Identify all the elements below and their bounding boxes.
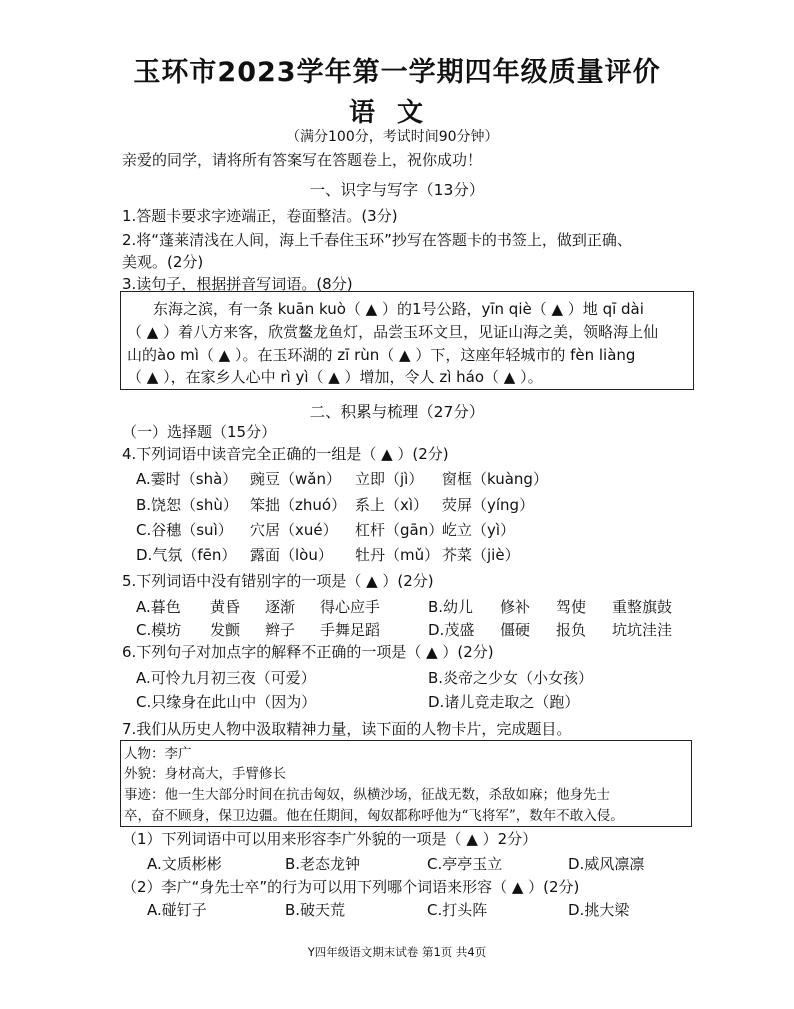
q7-sub1-option: C.亭亭玉立 — [427, 855, 503, 873]
q5-option: 报负 — [556, 621, 587, 639]
q7-sub1-option: A.文质彬彬 — [147, 855, 222, 873]
q4-option: 立即（jì） — [355, 470, 424, 488]
q5-option: 发颤 — [210, 621, 241, 639]
q5-option: 修补 — [500, 598, 531, 616]
q5-option: 手舞足蹈 — [320, 621, 381, 639]
question-7-sub2: （2）李广“身先士卒”的行为可以用下列哪个词语来形容（ ▲ ）(2分) — [122, 878, 580, 896]
q6-option: C.只缘身在此山中（因为） — [136, 693, 317, 711]
card-line: 外貌：身材高大，手臂修长 — [124, 766, 286, 782]
q4-option: 牡丹（mǔ） — [355, 546, 440, 564]
q5-option: D.茂盛 — [428, 621, 475, 639]
card-line: 事迹：他一生大部分时间在抗击匈奴，纵横沙场，征战无数，杀敌如麻；他身先士 — [124, 787, 610, 803]
question-7: 7.我们从历史人物中汲取精神力量，读下面的人物卡片，完成题目。 — [122, 720, 572, 738]
q4-option: 杠杆（gān） — [355, 521, 444, 539]
q4-option: 笨拙（zhuó） — [250, 496, 347, 514]
question-2-line2: 美观。(2分) — [122, 253, 204, 271]
passage-line: 东海之滨，有一条 kuān kuò（ ▲ ）的1号公路，yīn qiè（ ▲ ）地 qī dài — [153, 300, 644, 318]
q5-option: A.暮色 — [136, 598, 181, 616]
q4-option: 露面（lòu） — [250, 546, 333, 564]
q4-option: 荧屏（yíng） — [442, 496, 535, 514]
q5-option: C.模坊 — [136, 621, 182, 639]
page-footer: Y四年级语文期末试卷 第1页 共4页 — [307, 945, 487, 959]
q5-option: 僵硬 — [500, 621, 531, 639]
exam-title: 玉环市2023学年第一学期四年级质量评价 — [133, 57, 661, 88]
q4-option: 豌豆（wǎn） — [250, 470, 341, 488]
question-7-sub1: （1）下列词语中可以用来形容李广外貌的一项是（ ▲ ）2分） — [122, 830, 538, 848]
q5-option: 坑坑洼洼 — [612, 621, 673, 639]
pinyin-passage-box — [120, 291, 694, 390]
passage-line: 山的ào mì（ ▲ ）。在玉环湖的 zī rùn（ ▲ ）下，这座年轻城市的 fèn liàng — [127, 346, 636, 364]
passage-line: （ ▲ ），在家乡人心中 rì yì（ ▲ ）增加，令人 zì háo（ ▲ ）。 — [127, 368, 543, 386]
q7-sub1-option: B.老态龙钟 — [285, 855, 361, 873]
question-4: 4.下列词语中读音完全正确的一组是（ ▲ ）(2分) — [122, 445, 449, 463]
card-line: 卒，奋不顾身，保卫边疆。他在任期间，匈奴都称呼他为“飞将军”，数年不敢入侵。 — [124, 808, 624, 824]
greeting: 亲爱的同学，请将所有答案写在答题卷上，祝你成功！ — [122, 151, 483, 169]
q4-option: 窗框（kuàng） — [442, 470, 548, 488]
person-card — [120, 740, 692, 827]
q6-option: D.诸儿竞走取之（跑） — [428, 693, 580, 711]
q7-sub2-option: B.破天荒 — [285, 901, 346, 919]
q5-option: 辫子 — [265, 621, 296, 639]
q4-option: 穴居（xué） — [250, 521, 338, 539]
q5-option: 黄昏 — [210, 598, 241, 616]
q4-option: A.霎时（shà） — [136, 470, 238, 488]
q4-option: 芥菜（jiè） — [442, 546, 520, 564]
q7-sub2-option: C.打头阵 — [427, 901, 488, 919]
q6-option: B.炎帝之少女（小女孩） — [428, 669, 594, 687]
q5-option: 驾使 — [556, 598, 587, 616]
q6-option: A.可怜九月初三夜（可爱） — [136, 669, 316, 687]
subject-title: 语文 — [348, 98, 445, 128]
q7-sub2-option: A.碰钉子 — [147, 901, 207, 919]
card-line: 人物：李广 — [124, 746, 192, 762]
section1-heading: 一、识字与写字（13分） — [309, 181, 485, 199]
q7-sub2-option: D.挑大梁 — [568, 901, 630, 919]
q4-option: 系上（xì） — [355, 496, 429, 514]
question-5: 5.下列词语中没有错别字的一项是（ ▲ ）(2分) — [122, 572, 434, 590]
q4-option: D.气氛（fēn） — [136, 546, 237, 564]
question-1: 1.答题卡要求字迹端正，卷面整洁。(3分) — [122, 207, 398, 225]
q5-option: 逐渐 — [265, 598, 296, 616]
subsection-heading: （一）选择题（15分） — [122, 423, 277, 441]
passage-line: （ ▲ ）着八方来客，欣赏鳌龙鱼灯，品尝玉环文旦，见证山海之美，领略海上仙 — [127, 323, 659, 341]
question-3: 3.读句子，根据拼音写词语。(8分) — [122, 275, 353, 293]
q5-option: 得心应手 — [320, 598, 381, 616]
q4-option: 屹立（yì） — [442, 521, 516, 539]
q4-option: C.谷穗（suì） — [136, 521, 233, 539]
section2-heading: 二、积累与梳理（27分） — [309, 403, 485, 421]
q4-option: B.饶恕（shù） — [136, 496, 238, 514]
q5-option: B.幼儿 — [428, 598, 474, 616]
q7-sub1-option: D.威风凛凛 — [568, 855, 645, 873]
q5-option: 重整旗鼓 — [612, 598, 673, 616]
question-6: 6.下列句子对加点字的解释不正确的一项是（ ▲ ）(2分) — [122, 643, 494, 661]
exam-info: （满分100分，考试时间90分钟） — [286, 129, 499, 145]
question-2-line1: 2.将“蓬莱清浅在人间，海上千春住玉环”抄写在答题卡的书签上，做到正确、 — [122, 231, 632, 249]
